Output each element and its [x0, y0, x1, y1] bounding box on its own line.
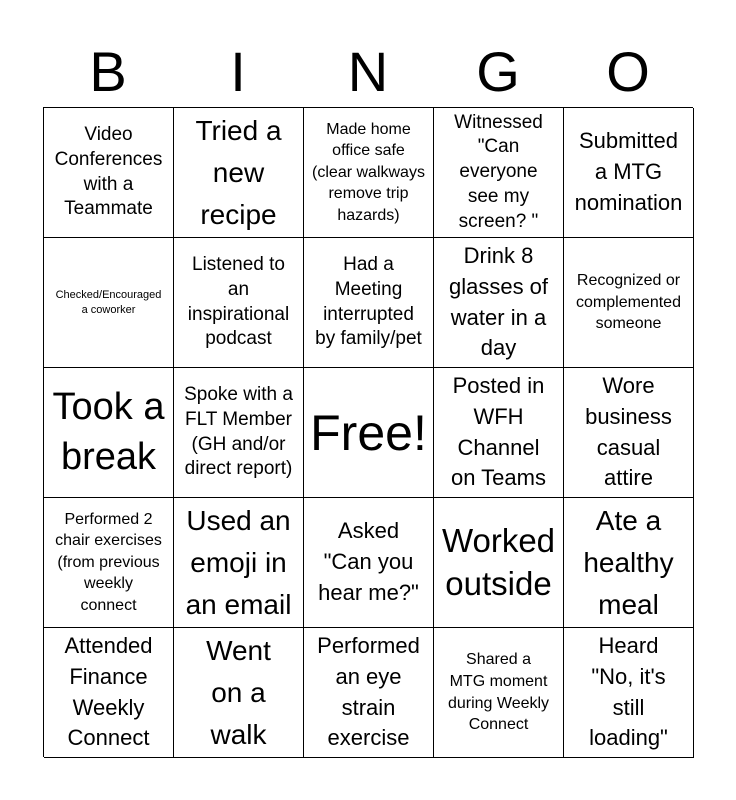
bingo-cell-r5c2[interactable]: Went on a walk	[174, 628, 304, 758]
bingo-cell-free[interactable]: Free!	[304, 368, 434, 498]
bingo-grid	[43, 107, 693, 757]
bingo-cell-r3c5[interactable]: Wore business casual attire	[564, 368, 694, 498]
bingo-cell-r3c2[interactable]: Spoke with a FLT Member (GH and/or direct report)	[174, 368, 304, 498]
bingo-cell-r5c5[interactable]: Heard "No, it's still loading"	[564, 628, 694, 758]
bingo-cell-r5c4[interactable]: Shared a MTG moment during Weekly Connect	[434, 628, 564, 758]
header-letter-i: I	[230, 40, 246, 103]
bingo-cell-r2c1[interactable]: Checked/Encouraged a coworker	[44, 238, 174, 368]
bingo-cell-r5c3[interactable]: Performed an eye strain exercise	[304, 628, 434, 758]
bingo-cell-r1c1[interactable]: Video Conferences with a Teammate	[44, 108, 174, 238]
bingo-cell-r1c5[interactable]: Submitted a MTG nomination	[564, 108, 694, 238]
bingo-cell-r5c1[interactable]: Attended Finance Weekly Connect	[44, 628, 174, 758]
bingo-cell-r2c2[interactable]: Listened to an inspirational podcast	[174, 238, 304, 368]
bingo-cell-r2c5[interactable]: Recognized or complemented someone	[564, 238, 694, 368]
bingo-cell-r1c2[interactable]: Tried a new recipe	[174, 108, 304, 238]
bingo-cell-r4c2[interactable]: Used an emoji in an email	[174, 498, 304, 628]
bingo-cell-r3c1[interactable]: Took a break	[44, 368, 174, 498]
bingo-cell-r2c4[interactable]: Drink 8 glasses of water in a day	[434, 238, 564, 368]
header-letter-n: N	[347, 40, 389, 103]
header-letter-b: B	[89, 40, 127, 103]
bingo-cell-r1c4[interactable]: Witnessed "Can everyone see my screen? "	[434, 108, 564, 238]
bingo-cell-r4c5[interactable]: Ate a healthy meal	[564, 498, 694, 628]
bingo-cell-r4c4[interactable]: Worked outside	[434, 498, 564, 628]
bingo-header	[43, 38, 693, 106]
bingo-cell-r1c3[interactable]: Made home office safe (clear walkways remove trip hazards)	[304, 108, 434, 238]
bingo-cell-r3c4[interactable]: Posted in WFH Channel on Teams	[434, 368, 564, 498]
bingo-cell-r2c3[interactable]: Had a Meeting interrupted by family/pet	[304, 238, 434, 368]
header-letter-g: G	[476, 40, 520, 103]
bingo-cell-r4c3[interactable]: Asked "Can you hear me?"	[304, 498, 434, 628]
header-letter-o: O	[606, 40, 650, 103]
bingo-cell-r4c1[interactable]: Performed 2 chair exercises (from previous weekly connect	[44, 498, 174, 628]
